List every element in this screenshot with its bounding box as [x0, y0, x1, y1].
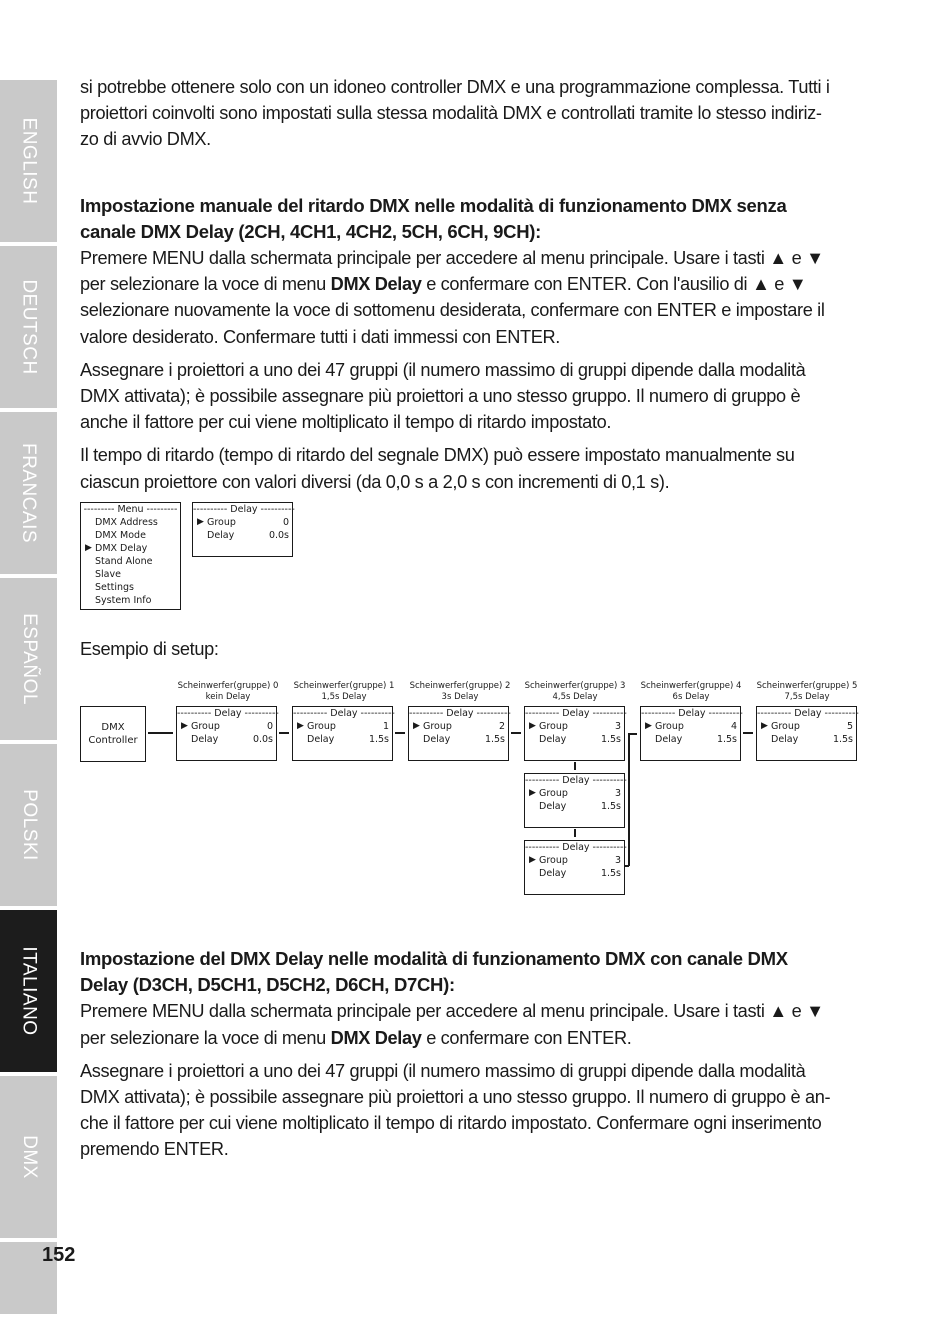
fixture-delay-display [176, 706, 277, 761]
section1-paragraph: anche il fattore per cui viene moltiplicato il tempo di ritardo impostato. [80, 412, 612, 433]
section1-paragraph: Assegnare i proiettori a uno dei 47 gruppi (il numero massimo di gruppi dipende dalla modalità [80, 359, 806, 380]
group-label: Group [539, 788, 568, 799]
menu-item-label: Stand Alone [95, 556, 153, 567]
section2 [80, 946, 870, 1163]
delay-value: 1.5s [600, 868, 621, 879]
section2-paragraph: Assegnare i proiettori a uno dei 47 gruppi (il numero massimo di gruppi dipende dalla modalità [80, 1060, 806, 1081]
group-label: Group [539, 855, 568, 866]
group-row [757, 720, 856, 733]
menu-item-name: DMX Delay [330, 1027, 422, 1048]
intro-line: si potrebbe ottenere solo con un idoneo controller DMX e una programmazione complessa. Tutti i [80, 77, 830, 97]
connector-line [628, 733, 630, 866]
group-value: 3 [614, 855, 621, 866]
group-row [525, 854, 624, 867]
section2-paragraph: Premere MENU dalla schermata principale per accedere al menu principale. Usare i tasti ▲ e ▼ [80, 1001, 824, 1022]
delay-row [193, 529, 292, 542]
menu-item-label: System Info [95, 595, 152, 606]
connector-line [148, 732, 173, 734]
section1-paragraph [80, 271, 870, 297]
delay-display-header: ---------- Delay ---------- [757, 708, 859, 719]
delay-row [525, 800, 624, 813]
selector-arrow-icon: ▶ [85, 543, 92, 553]
main-content [80, 74, 870, 495]
caption-line: 4,5s Delay [552, 692, 598, 702]
tab-dmx-label: DMX [18, 1135, 40, 1179]
delay-label: Delay [539, 801, 567, 812]
group-label: Group [207, 517, 236, 528]
delay-row [525, 733, 624, 746]
group-row [525, 787, 624, 800]
fixture-delay-display [524, 773, 625, 828]
group-value: 0 [266, 721, 273, 732]
tab-francais-label: FRANCAIS [18, 442, 40, 544]
menu-item [81, 581, 180, 594]
group-label: Group [191, 721, 220, 732]
group-label: Group [539, 721, 568, 732]
menu-item [81, 594, 180, 607]
selector-arrow-icon: ▶ [645, 721, 652, 731]
fixture-caption [631, 681, 751, 703]
delay-display-header: ---------- Delay ---------- [177, 708, 279, 719]
section1-paragraph: DMX attivata); è possibile assegnare più proiettori a uno stesso gruppo. Il numero di gruppo è [80, 386, 801, 407]
delay-display-header: ---------- Delay ---------- [525, 775, 627, 786]
selector-arrow-icon: ▶ [297, 721, 304, 731]
connector-line [279, 732, 289, 734]
group-value: 1 [382, 721, 389, 732]
selector-arrow-icon: ▶ [529, 721, 536, 731]
delay-display-header: ---------- Delay ---------- [641, 708, 743, 719]
text-run: per selezionare la voce di menu [80, 274, 331, 295]
delay-display-header: ---------- Delay ---------- [525, 842, 627, 853]
menu-item-label: DMX Mode [95, 530, 146, 541]
group-value: 5 [846, 721, 853, 732]
fixture-delay-display [292, 706, 393, 761]
tab-english-label: ENGLISH [18, 117, 40, 205]
fixture-caption [747, 681, 867, 703]
section1-heading: Impostazione manuale del ritardo DMX nelle modalità di funzionamento DMX senza [80, 194, 787, 216]
caption-line: kein Delay [205, 692, 251, 702]
delay-value: 0.0s [268, 530, 289, 541]
delay-value: 1.5s [600, 734, 621, 745]
tab-dmx[interactable] [0, 1076, 57, 1238]
tab-espanol[interactable] [0, 578, 57, 740]
delay-row [525, 867, 624, 880]
connector-line [628, 733, 637, 735]
section1-paragraph: ciascun proiettore con valori diversi (da 0,0 s a 2,0 s con incrementi di 0,1 s). [80, 471, 670, 492]
caption-line: 1,5s Delay [321, 692, 367, 702]
group-value: 3 [614, 788, 621, 799]
group-label: Group [423, 721, 452, 732]
delay-label: Delay [207, 530, 235, 541]
tab-polski-label: POLSKI [18, 789, 40, 861]
caption-line: Scheinwerfer(gruppe) 1 [293, 681, 395, 691]
tab-espanol-label: ESPAÑOL [18, 613, 40, 705]
setup-label: Esempio di setup: [80, 639, 219, 659]
delay-label: Delay [307, 734, 335, 745]
tab-francais[interactable] [0, 412, 57, 574]
delay-label: Delay [191, 734, 219, 745]
delay-row [177, 733, 276, 746]
delay-label: Delay [423, 734, 451, 745]
delay-value: 1.5s [832, 734, 853, 745]
group-row [525, 720, 624, 733]
fixture-caption [400, 681, 520, 703]
tab-polski[interactable] [0, 744, 57, 906]
group-row [409, 720, 508, 733]
connector-line [395, 732, 405, 734]
delay-value: 0.0s [252, 734, 273, 745]
delay-row [641, 733, 740, 746]
delay-display [192, 502, 293, 557]
selector-arrow-icon: ▶ [761, 721, 768, 731]
delay-value: 1.5s [368, 734, 389, 745]
section1-heading: canale DMX Delay (2CH, 4CH1, 4CH2, 5CH, 6CH, 9CH): [80, 220, 542, 242]
delay-value: 1.5s [600, 801, 621, 812]
tab-deutsch-label: DEUTSCH [18, 279, 40, 375]
connector-line [574, 762, 576, 770]
section1-paragraph: valore desiderato. Confermare tutti i dati immessi con ENTER. [80, 326, 561, 347]
group-row [177, 720, 276, 733]
fixture-delay-display [756, 706, 857, 761]
caption-line: 7,5s Delay [784, 692, 830, 702]
connector-line [624, 865, 629, 867]
selector-arrow-icon: ▶ [181, 721, 188, 731]
group-value: 4 [730, 721, 737, 732]
tab-italiano[interactable] [0, 910, 57, 1072]
section1-paragraph: Premere MENU dalla schermata principale per accedere al menu principale. Usare i tasti ▲ e ▼ [80, 248, 824, 269]
connector-line [743, 732, 753, 734]
menu-item [81, 568, 180, 581]
caption-line: 6s Delay [672, 692, 710, 702]
dmx-controller-box [80, 706, 146, 762]
group-row [293, 720, 392, 733]
delay-label: Delay [771, 734, 799, 745]
section2-paragraph: DMX attivata); è possibile assegnare più proiettori a uno stesso gruppo. Il numero di gruppo è an- [80, 1087, 831, 1108]
section2-heading: Impostazione del DMX Delay nelle modalità di funzionamento DMX con canale DMX [80, 948, 788, 969]
fixture-delay-display [408, 706, 509, 761]
group-label: Group [771, 721, 800, 732]
group-label: Group [655, 721, 684, 732]
delay-display-header: ---------- Delay ---------- [293, 708, 395, 719]
caption-line: Scheinwerfer(gruppe) 3 [524, 681, 626, 691]
controller-label: Controller [88, 735, 138, 746]
page-number: 152 [42, 1244, 76, 1266]
menu-display [80, 502, 181, 610]
delay-value: 1.5s [716, 734, 737, 745]
text-run: e confermare con ENTER. [421, 1027, 632, 1048]
fixture-delay-display [640, 706, 741, 761]
section2-paragraph: premendo ENTER. [80, 1139, 229, 1160]
selector-arrow-icon: ▶ [197, 517, 204, 527]
fixture-caption [168, 681, 288, 703]
fixture-delay-display [524, 706, 625, 761]
intro-line: proiettori coinvolti sono impostati sulla stessa modalità DMX e controllati tramite lo stesso indiriz- [80, 103, 822, 124]
menu-display-header: --------- Menu --------- [83, 504, 178, 515]
group-row [641, 720, 740, 733]
text-run: e confermare con ENTER. Con l'ausilio di ▲ e ▼ [421, 274, 807, 295]
section1-paragraph: selezionare nuovamente la voce di sottomenu desiderata, confermare con ENTER e impostare il [80, 300, 825, 321]
caption-line: Scheinwerfer(gruppe) 4 [640, 681, 742, 691]
caption-line: Scheinwerfer(gruppe) 0 [177, 681, 279, 691]
group-value: 3 [614, 721, 621, 732]
fixture-caption [515, 681, 635, 703]
caption-line: Scheinwerfer(gruppe) 5 [756, 681, 858, 691]
connector-line [511, 732, 521, 734]
tab-deutsch[interactable] [0, 246, 57, 408]
delay-row [409, 733, 508, 746]
group-label: Group [307, 721, 336, 732]
menu-item [81, 516, 180, 529]
selector-arrow-icon: ▶ [413, 721, 420, 731]
tab-english[interactable] [0, 80, 57, 242]
section2-heading: Delay (D3CH, D5CH1, D5CH2, D6CH, D7CH): [80, 974, 455, 996]
caption-line: 3s Delay [441, 692, 479, 702]
delay-label: Delay [539, 868, 567, 879]
selector-arrow-icon: ▶ [529, 788, 536, 798]
section2-paragraph [80, 1025, 870, 1051]
fixture-caption [284, 681, 404, 703]
menu-item [81, 529, 180, 542]
menu-item-label: Slave [95, 569, 121, 580]
delay-label: Delay [655, 734, 683, 745]
selector-arrow-icon: ▶ [529, 855, 536, 865]
controller-label: DMX [101, 722, 125, 733]
caption-line: Scheinwerfer(gruppe) 2 [409, 681, 511, 691]
menu-item-selected [81, 542, 180, 555]
delay-row [757, 733, 856, 746]
menu-item-label: Settings [95, 582, 134, 593]
delay-display-header: ---------- Delay ---------- [525, 708, 627, 719]
group-row [193, 516, 292, 529]
delay-label: Delay [539, 734, 567, 745]
fixture-delay-display [524, 840, 625, 895]
section1-paragraph: Il tempo di ritardo (tempo di ritardo del segnale DMX) può essere impostato manualmente su [80, 445, 795, 466]
delay-display-header: ---------- Delay ---------- [193, 504, 295, 515]
intro-line: zo di avvio DMX. [80, 129, 211, 150]
text-run: per selezionare la voce di menu [80, 1027, 331, 1048]
menu-item-label: DMX Delay [95, 543, 148, 554]
menu-item-label: DMX Address [95, 517, 158, 528]
section2-paragraph: che il fattore per cui viene moltiplicato il tempo di ritardo impostato. Confermare ogni inserimento [80, 1113, 822, 1134]
menu-item [81, 555, 180, 568]
delay-row [293, 733, 392, 746]
connector-line [574, 829, 576, 837]
menu-item-name: DMX Delay [330, 274, 422, 295]
delay-display-header: ---------- Delay ---------- [409, 708, 511, 719]
tab-italiano-label: ITALIANO [18, 946, 40, 1036]
delay-value: 1.5s [484, 734, 505, 745]
group-value: 2 [498, 721, 505, 732]
group-value: 0 [282, 517, 289, 528]
